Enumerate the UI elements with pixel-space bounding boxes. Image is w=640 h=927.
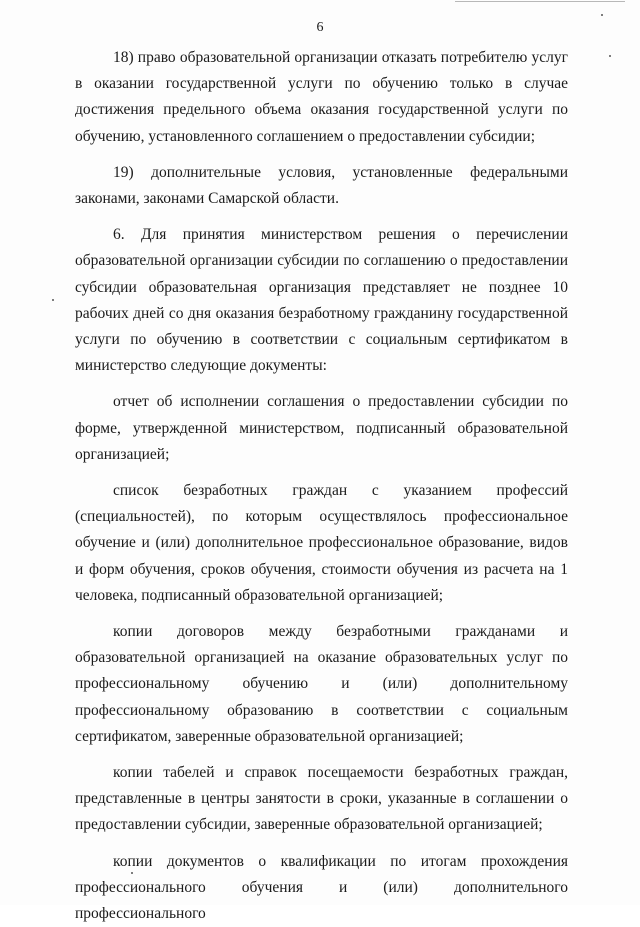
paragraph-qualification-copies: копии документов о квалификации по итогам прохождения профессионального обучения и (или) дополнительного профессионального [75, 852, 568, 923]
paragraph-report: отчет об исполнении соглашения о предоставлении субсидии по форме, утвержденной министерством, подписанный образовательной организацией; [75, 393, 568, 463]
scan-speck [601, 14, 603, 16]
document-body [75, 45, 568, 927]
paragraph-attendance-copies: копии табелей и справок посещаемости безработных граждан, представленные в центры занятости в сроки, указанные в соглашении о предоставлении субсидии, заверенные образовательной организацией; [75, 764, 568, 834]
scan-speck [609, 55, 611, 57]
page-number: 6 [316, 20, 324, 35]
scan-edge-line [455, 1, 625, 2]
paragraph-section-6: 6. Для принятия министерством решения о перечислении образовательной организации субсидии по соглашению о предоставлении субсидии образовательная организация представляет не позднее 10 рабочих дней со дня оказания безработному гражданину государственной услуги по обучению в соответствии с социальным сертификатом в министерство следующие документы: [75, 226, 568, 375]
scan-speck [52, 299, 54, 301]
paragraph-contract-copies: копии договоров между безработными гражданами и образовательной организацией на оказание образовательных услуг по профессиональному обучению и (или) дополнительному профессиональному образованию в соответствии с социальным сертификатом, заверенные образовательной организацией; [75, 623, 568, 745]
paragraph-item-18: 18) право образовательной организации отказать потребителю услуг в оказании государственной услуги по обучению только в случае достижения предельного объема оказания государственной услуги по обучению, установленного соглашением о предоставлении субсидии; [75, 49, 568, 145]
paragraph-item-19: 19) дополнительные условия, установленные федеральными законами, законами Самарской области. [75, 163, 568, 208]
paragraph-list-unemployed: список безработных граждан с указанием профессий (специальностей), по которым осуществлялось профессиональное обучение и (или) дополнительное профессиональное образование, видов и форм обучения, сроков обучения, стоимости обучения из расчета на 1 человека, подписанный образовательной организацией; [75, 482, 568, 604]
